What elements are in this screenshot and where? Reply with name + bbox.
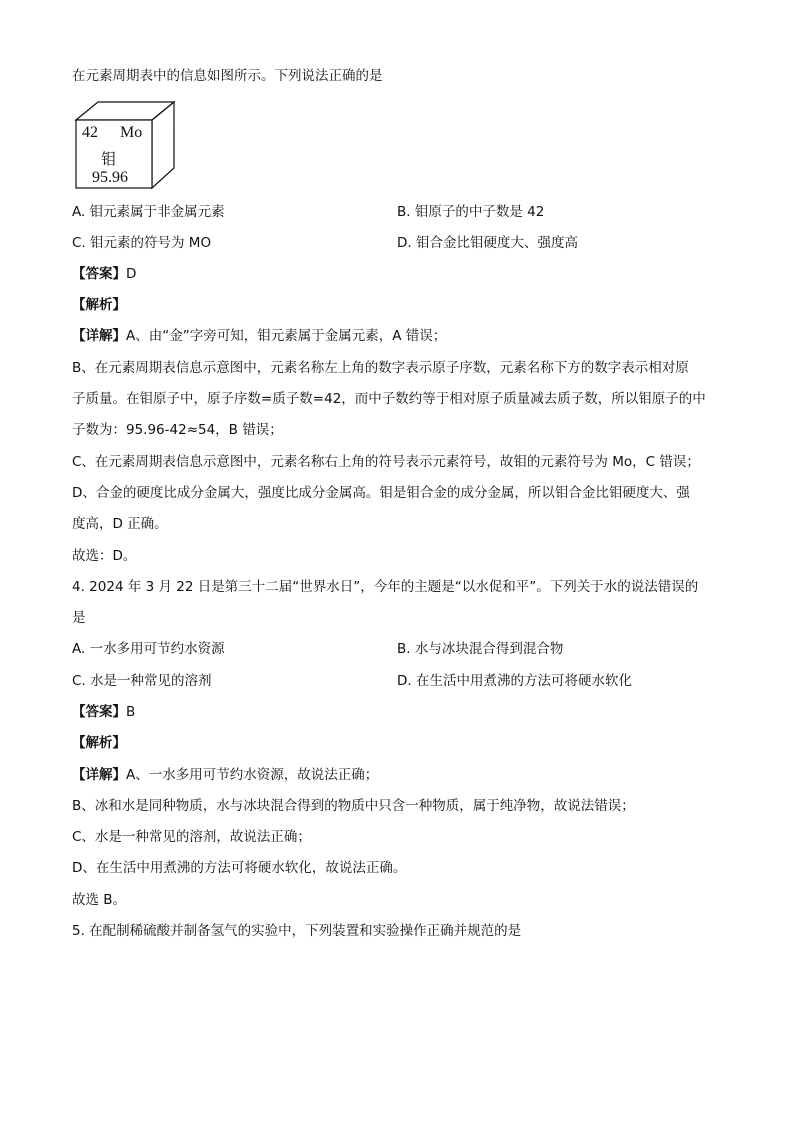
element-symbol: Mo (120, 124, 143, 141)
explanation-text: A、由“金”字旁可知，钼元素属于金属元素，A 错误； (126, 328, 447, 344)
element-name: 钼 (101, 150, 117, 168)
q4-explanation-line (72, 766, 378, 784)
q4-option-a: A. 一水多用可节约水资源 (72, 641, 225, 657)
answer-value: B (126, 704, 136, 720)
question-3-stem: 在元素周期表中的信息如图所示。下列说法正确的是 (72, 68, 383, 84)
q3-option-c: C. 钼元素的符号为 MO (72, 235, 212, 251)
q3-analysis-tag: 【解析】 (72, 297, 126, 313)
q4-analysis-tag: 【解析】 (72, 735, 126, 751)
q4-option-b: B. 水与冰块混合得到混合物 (397, 641, 564, 657)
q4-option-c: C. 水是一种常见的溶剂 (72, 673, 212, 689)
q3-explanation-line: B、在元素周期表信息示意图中，元素名称左上角的数字表示原子序数，元素名称下方的数字表示相对原 (72, 360, 689, 376)
q3-option-b: B. 钼原子的中子数是 42 (397, 204, 545, 220)
atomic-number: 42 (82, 124, 98, 141)
q4-explanation-line: B、冰和水是同种物质，水与冰块混合得到的物质中只含一种物质，属于纯净物，故说法错误； (72, 798, 635, 814)
q3-option-d: D. 钼合金比钼硬度大、强度高 (397, 235, 578, 251)
q3-explanation-line: C、在元素周期表信息示意图中，元素名称右上角的符号表示元素符号，故钼的元素符号为 Mo，C 错误； (72, 454, 700, 470)
q4-explanation-line: C、水是一种常见的溶剂，故说法正确； (72, 829, 311, 845)
detail-tag: 【详解】 (72, 767, 126, 783)
q4-conclusion: 故选 B。 (72, 892, 127, 908)
q3-explanation-line (72, 327, 446, 345)
element-card-molybdenum (72, 100, 176, 190)
answer-tag: 【答案】 (72, 704, 126, 720)
q3-explanation-line: 子质量。在钼原子中，原子序数=质子数=42，而中子数约等于相对原子质量减去质子数，所以钼原子的中 (72, 391, 706, 407)
question-5-stem: 5. 在配制稀硫酸并制备氢气的实验中，下列装置和实验操作正确并规范的是 (72, 923, 522, 939)
q3-answer (72, 265, 136, 283)
atomic-mass: 95.96 (92, 169, 128, 186)
answer-value: D (126, 266, 137, 282)
q4-answer (72, 703, 135, 721)
question-4-stem: 4. 2024 年 3 月 22 日是第三十二届“世界水日”，今年的主题是“以水促和平”。下列关于水的说法错误的 (72, 579, 699, 595)
question-4-stem: 是 (72, 610, 86, 626)
q3-explanation-line: D、合金的硬度比成分金属大，强度比成分金属高。钼是钼合金的成分金属，所以钼合金比钼硬度大、强 (72, 485, 690, 501)
answer-tag: 【答案】 (72, 266, 126, 282)
explanation-text: A、一水多用可节约水资源，故说法正确； (126, 767, 379, 783)
detail-tag: 【详解】 (72, 328, 126, 344)
q3-explanation-line: 子数为：95.96-42≈54，B 错误； (72, 422, 283, 438)
q4-explanation-line: D、在生活中用煮沸的方法可将硬水软化，故说法正确。 (72, 860, 407, 876)
q3-option-a: A. 钼元素属于非金属元素 (72, 204, 225, 220)
q4-option-d: D. 在生活中用煮沸的方法可将硬水软化 (397, 673, 632, 689)
q3-conclusion: 故选：D。 (72, 548, 137, 564)
q3-explanation-line: 度高，D 正确。 (72, 516, 168, 532)
